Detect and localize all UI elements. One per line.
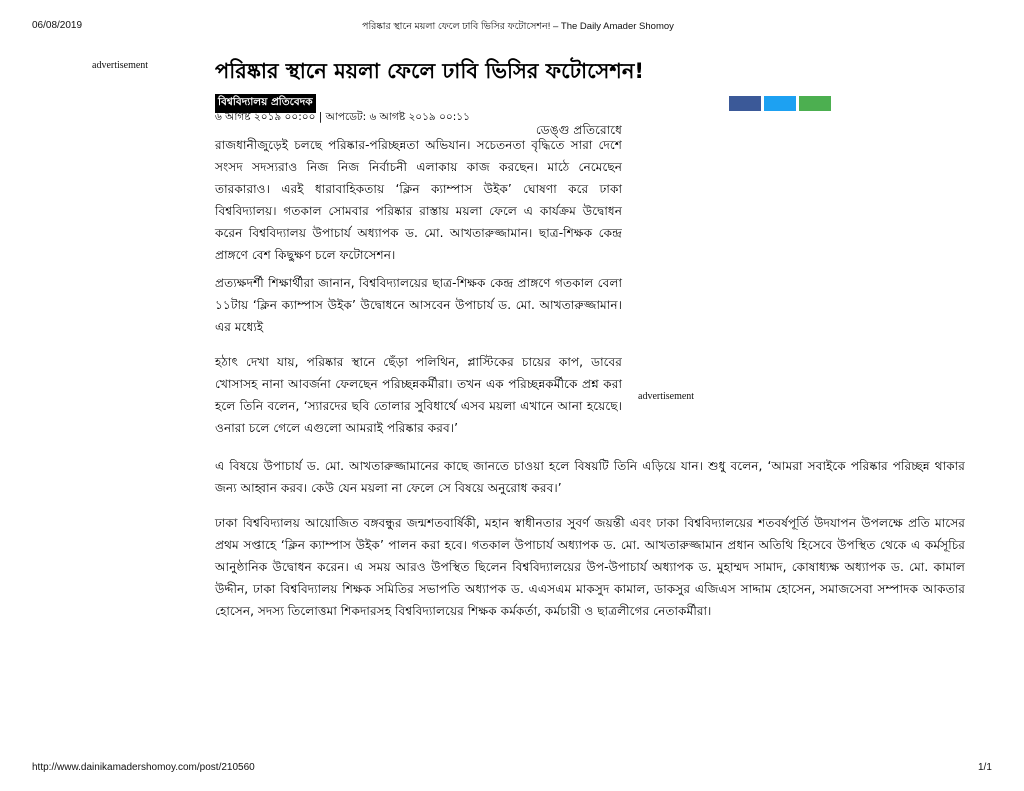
share-bar <box>729 96 831 111</box>
facebook-share-icon[interactable] <box>729 96 761 111</box>
whatsapp-share-icon[interactable] <box>799 96 831 111</box>
article-headline: পরিষ্কার স্থানে ময়লা ফেলে ঢাবি ভিসির ফটোসেশন! <box>215 59 644 83</box>
publish-dates: ৬ আগষ্ট ২০১৯ ০০:০০ | আপডেট: ৬ আগষ্ট ২০১৯ ০০:১১ <box>215 111 470 123</box>
print-page-number: 1/1 <box>978 762 992 773</box>
print-page-title: পরিষ্কার স্থানে ময়লা ফেলে ঢাবি ভিসির ফটোসেশন! – The Daily Amader Shomoy <box>362 21 674 32</box>
advertisement-label-left: advertisement <box>92 60 149 71</box>
byline-badge: বিশ্ববিদ্যালয় প্রতিবেদক <box>215 94 316 113</box>
article-paragraph-2: প্রত্যক্ষদর্শী শিক্ষার্থীরা জানান, বিশ্ববিদ্যালয়ের ছাত্র-শিক্ষক কেন্দ্র প্রাঙ্গণে গতকাল বেলা ১১টায় ‘ক্লিন ক্যাম্পাস উইক’ উদ্বোধনে আসবেন উপাচার্য ড. মো. আখতারুজ্জামান। এর মধ্যেই <box>215 276 622 334</box>
twitter-share-icon[interactable] <box>764 96 796 111</box>
lead-intro: ডেঙ্গু প্রতিরোধে <box>535 123 622 137</box>
print-date: 06/08/2019 <box>32 20 83 31</box>
article-paragraph-3: হঠাৎ দেখা যায়, পরিষ্কার স্থানে ছেঁড়া পলিথিন, প্লাস্টিকের চায়ের কাপ, ডাবের খোসাসহ নানা আবর্জনা ফেলছেন পরিচ্ছন্নকর্মীরা। তখন এক পরিচ্ছন্নকর্মীকে প্রশ্ন করা হলে তিনি বলেন, ‘স্যারদের ছবি তোলার সুবিধার্থে এসব ময়লা এখানে আনা হয়েছে। ওনারা চলে গেলে এগুলো আমরাই পরিষ্কার করব।’ <box>215 355 622 435</box>
advertisement-label-right: advertisement <box>638 391 695 402</box>
article-paragraph-4: এ বিষয়ে উপাচার্য ড. মো. আখতারুজ্জামানের কাছে জানতে চাওয়া হলে বিষয়টি তিনি এড়িয়ে যান। শুধু বলেন, ‘আমরা সবাইকে পরিষ্কার পরিচ্ছন্ন থাকার জন্য আহ্বান করব। কেউ যেন ময়লা না ফেলে সে বিষয়ে অনুরোধ করব।’ <box>215 459 965 495</box>
print-footer-url: http://www.dainikamadershomoy.com/post/210560 <box>32 762 255 773</box>
article-paragraph-1: রাজধানীজুড়েই চলছে পরিষ্কার-পরিচ্ছন্নতা অভিযান। সচেতনতা বৃদ্ধিতে সারা দেশে সংসদ সদস্যরাও নিজ নিজ নির্বাচনী এলাকায় কাজ করছেন। মাঠে নেমেছেন তারকারাও। এরই ধারাবাহিকতায় ‘ক্লিন ক্যাম্পাস উইক’ ঘোষণা করে ঢাকা বিশ্ববিদ্যালয়। গতকাল সোমবার পরিষ্কার রাস্তায় ময়লা ফেলে এ কার্যক্রম উদ্বোধন করেন বিশ্ববিদ্যালয় উপাচার্য অধ্যাপক ড. মো. আখতারুজ্জামান। ছাত্র-শিক্ষক কেন্দ্র প্রাঙ্গণে বেশ কিছুক্ষণ চলে ফটোসেশন। <box>215 138 622 262</box>
article-paragraph-5: ঢাকা বিশ্ববিদ্যালয় আয়োজিত বঙ্গবন্ধুর জন্মশতবার্ষিকী, মহান স্বাধীনতার সুবর্ণ জয়ন্তী এবং ঢাকা বিশ্ববিদ্যালয়ের শতবর্ষপূর্তি উদযাপন উপলক্ষে প্রতি মাসের প্রথম সপ্তাহে ‘ক্লিন ক্যাম্পাস উইক’ পালন করা হবে। গতকাল উপাচার্য অধ্যাপক ড. মো. আখতারুজ্জামান প্রধান অতিথি হিসেবে উপস্থিত থেকে এ কর্মসূচির আনুষ্ঠানিক উদ্বোধন করেন। এ সময় আরও উপস্থিত ছিলেন বিশ্ববিদ্যালয়ের উপ-উপাচার্য অধ্যাপক ড. মুহাম্মদ সামাদ, কোষাধ্যক্ষ অধ্যাপক ড. মো. কামাল উদ্দীন, ঢাকা বিশ্ববিদ্যালয় শিক্ষক সমিতির সভাপতি অধ্যাপক ড. এএসএম মাকসুদ কামাল, ডাকসুর এজিএস সাদ্দাম হোসেন, সমাজসেবা সম্পাদক আকতার হোসেন, সদস্য তিলোত্তমা শিকদারসহ বিশ্ববিদ্যালয়ের শিক্ষক কর্মকর্তা, কর্মচারী ও ছাত্রলীগের নেতাকর্মীরা। <box>215 516 965 618</box>
